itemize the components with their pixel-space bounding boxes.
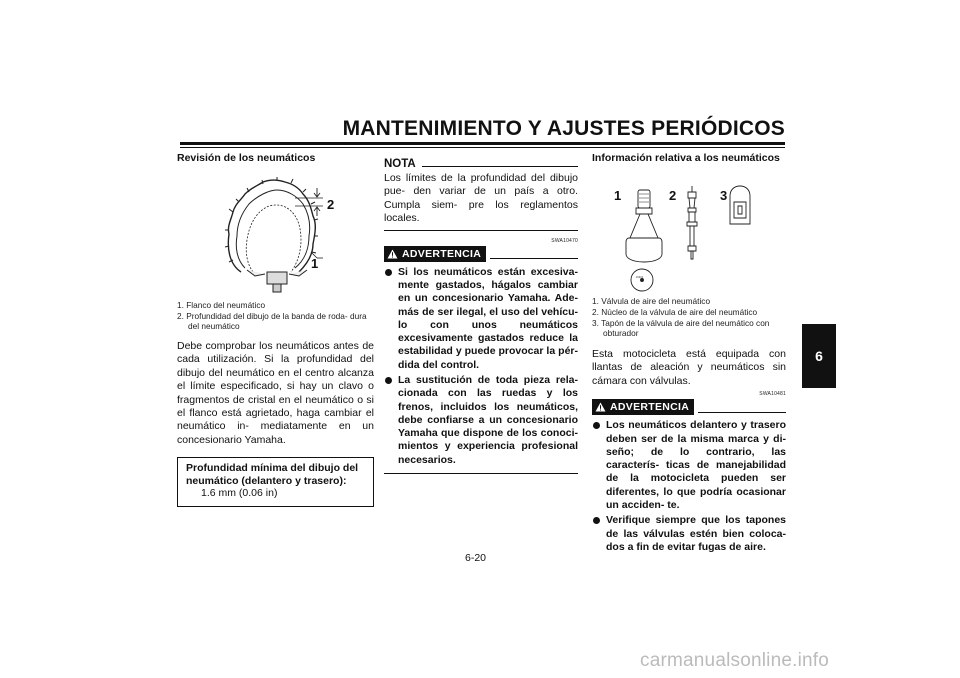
spec-box-tread-depth	[177, 457, 374, 507]
caption-item: 2. Profundidad del dibujo de la banda de roda- dura del neumático	[177, 311, 367, 331]
warning-item	[384, 374, 578, 467]
warning-code: SWA10470	[551, 237, 578, 244]
valve-label-1: 1	[614, 188, 622, 203]
bullet-icon	[385, 269, 392, 276]
nota-end-rule	[384, 230, 578, 231]
bullet-icon	[593, 517, 600, 524]
warning-item	[384, 266, 578, 372]
section-heading-tire-check: Revisión de los neumáticos	[177, 152, 316, 164]
warning-text: Los neumáticos delantero y trasero deben ser de la misma marca y di- seño; de lo contrario, las caracterís- ticas de manejabilidad de la motocicleta pueden ser diferentes, lo que podría ocasionar un acciden- te.	[606, 419, 786, 511]
chapter-tab: 6	[802, 324, 836, 388]
caption-item: 1. Válvula de aire del neumático	[592, 296, 711, 306]
page-title: MANTENIMIENTO Y AJUSTES PERIÓDICOS	[342, 117, 785, 140]
warning-triangle-icon	[387, 249, 398, 259]
tire-figure-captions	[177, 300, 374, 331]
valve-label-2: 2	[669, 188, 677, 203]
warning-header	[592, 399, 786, 415]
warning-end-rule	[384, 473, 578, 474]
left-column	[177, 152, 374, 507]
warning-code: SWA10481	[759, 391, 786, 398]
warning-list	[384, 266, 578, 467]
figure-label-2: 2	[327, 197, 335, 212]
page-number: 6-20	[465, 552, 487, 564]
header-rule	[180, 142, 785, 145]
warning-list	[592, 419, 786, 554]
cap-marking-text: •••••	[636, 274, 644, 279]
figure-label-1: 1	[311, 256, 319, 271]
warning-item	[592, 514, 786, 554]
warning-badge	[592, 399, 694, 415]
watermark: carmanualsonline.info	[640, 650, 830, 671]
tire-tread-figure	[177, 168, 374, 296]
warning-label: ADVERTENCIA	[402, 247, 482, 260]
warning-label: ADVERTENCIA	[610, 401, 690, 414]
nota-header	[384, 158, 578, 170]
warning-text: Si los neumáticos están excesiva- mente gastados, hágalos cambiar en un concesionario Yamaha. Ade- más de ser ilegal, el uso del vehícu- lo con unos neumáticos excesivamente gastados reduce la estabilidad y puede provocar la pér- dida del control.	[398, 265, 578, 371]
caption-item: 3. Tapón de la válvula de aire del neumático con obturador	[592, 318, 770, 338]
warning-text: La sustitución de toda pieza rela- cionada con las ruedas y los frenos, incluidos los neumáticos, debe confiarse a un concesionario Yamaha que dispone de los conoci- mientos y experiencia profesional necesarios.	[398, 374, 578, 466]
bullet-icon	[593, 422, 600, 429]
nota-rule	[422, 166, 578, 167]
header-rule-thin	[180, 147, 785, 148]
tire-info-body: Esta motocicleta está equipada con llantas de aleación y neumáticos sin cámara con válvulas.	[592, 348, 786, 387]
nota-text: Los límites de la profundidad del dibujo pue- den variar de un país a otro. Cumpla siem- pre los reglamentos locales.	[384, 172, 578, 225]
caption-item: 2. Núcleo de la válvula de aire del neumático	[592, 307, 758, 317]
bullet-icon	[385, 377, 392, 384]
tire-check-body: Debe comprobar los neumáticos antes de cada utilización. Si la profundidad del dibujo del neumático en el centro alcanza el límite especificado, si hay un clavo o fragmentos de cristal en el neumático o si el flanco está agrietado, haga cambiar el neumático in- mediatamente en un concesionario Yamaha.	[177, 340, 374, 446]
warning-triangle-icon	[595, 402, 606, 412]
caption-item: 1. Flanco del neumático	[177, 300, 266, 310]
valve-label-3: 3	[720, 188, 728, 203]
spec-label: Profundidad mínima del dibujo del neumático (delantero y trasero):	[186, 462, 359, 487]
right-column	[592, 152, 786, 554]
warning-rule	[698, 412, 786, 413]
warning-rule	[490, 258, 578, 259]
section-heading-tire-info: Información relativa a los neumáticos	[592, 152, 780, 164]
warning-text: Verifique siempre que los tapones de las válvulas estén bien coloca- dos a fin de evitar fugas de aire.	[606, 514, 786, 553]
nota-label: NOTA	[384, 158, 416, 170]
warning-header	[384, 246, 578, 262]
warning-badge	[384, 246, 486, 262]
middle-column	[384, 152, 578, 474]
valve-figure	[592, 168, 786, 292]
warning-item	[592, 419, 786, 512]
valve-figure-captions	[592, 296, 786, 338]
spec-value: 1.6 mm (0.06 in)	[201, 487, 278, 500]
